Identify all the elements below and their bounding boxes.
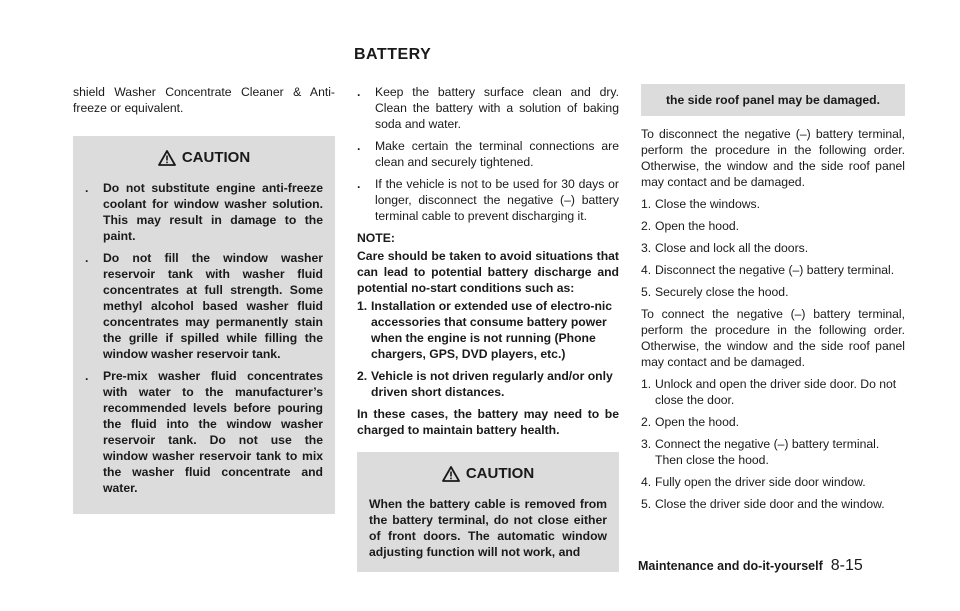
column-3 <box>641 84 905 518</box>
list-item-text: Keep the battery surface clean and dry. Clean the battery with a solution of baking soda and water. <box>375 85 619 131</box>
list-item <box>357 84 619 132</box>
caution-item <box>85 250 323 362</box>
bullet: . <box>85 369 89 383</box>
step-text: Close the windows. <box>655 197 760 211</box>
intro-text: shield Washer Concentrate Cleaner & Anti-freeze or equivalent. <box>73 85 335 115</box>
note-item-number: 1. <box>357 299 368 313</box>
step-text: Open the hood. <box>655 219 740 233</box>
step-number: 3. <box>641 437 652 451</box>
caution-continued: the side roof panel may be damaged. <box>641 84 905 116</box>
step-text: Disconnect the negative (–) battery terminal. <box>655 263 895 277</box>
warning-icon <box>158 150 176 166</box>
caution-heading <box>85 150 323 166</box>
step-number: 3. <box>641 241 652 255</box>
warning-icon <box>442 466 460 482</box>
disconnect-steps <box>641 196 905 300</box>
step-text: Securely close the hood. <box>655 285 789 299</box>
caution-item <box>85 368 323 496</box>
page-number: 8-15 <box>830 557 863 574</box>
list-item <box>357 138 619 170</box>
step-item <box>641 284 905 300</box>
step-item <box>641 376 905 408</box>
note-text: Care should be taken to avoid situations that can lead to potential battery discharge and potential no-start conditions such as: <box>357 249 619 295</box>
page-footer <box>638 557 863 575</box>
step-item <box>641 496 905 512</box>
bullet: . <box>357 139 361 153</box>
caution-box-1 <box>73 136 335 514</box>
step-text: Fully open the driver side door window. <box>655 475 866 489</box>
step-number: 1. <box>641 377 652 391</box>
disconnect-intro: To disconnect the negative (–) battery terminal, perform the procedure in the following order. Otherwise, the window and the side roof panel may contact and be damaged. <box>641 127 905 189</box>
step-item <box>641 436 905 468</box>
step-text: Close the driver side door and the window. <box>655 497 885 511</box>
caution-heading <box>369 466 607 482</box>
section-title: BATTERY <box>354 46 432 63</box>
list-item-text: If the vehicle is not to be used for 30 days or longer, disconnect the negative (–) battery terminal cable to prevent discharging it. <box>375 177 619 223</box>
note-item <box>357 368 619 400</box>
column-1 <box>73 84 335 514</box>
step-number: 4. <box>641 475 652 489</box>
caution-item-text: Do not fill the window washer reservoir tank with washer fluid concentrates at full strength. Some methyl alcohol based washer fluid concentrates may permanently stain the grille if spilled while filling the window washer reservoir tank. <box>103 251 323 361</box>
note-after: In these cases, the battery may need to be charged to maintain battery health. <box>357 407 619 437</box>
caution-item <box>85 180 323 244</box>
step-item <box>641 474 905 490</box>
note-label: NOTE: <box>357 231 395 245</box>
note-item <box>357 298 619 362</box>
column-2 <box>357 84 619 572</box>
step-number: 5. <box>641 497 652 511</box>
step-number: 2. <box>641 219 652 233</box>
caution-text: When the battery cable is removed from the battery terminal, do not close either of front doors. The automatic window adjusting function will not work, and <box>369 497 607 559</box>
caution-item-text: Do not substitute engine anti-freeze coolant for window washer solution. This may result in damage to the paint. <box>103 181 323 243</box>
bullet: . <box>357 177 361 191</box>
step-text: Close and lock all the doors. <box>655 241 809 255</box>
caution-label: CAUTION <box>181 149 251 166</box>
step-item <box>641 196 905 212</box>
step-number: 1. <box>641 197 652 211</box>
step-item <box>641 414 905 430</box>
step-item <box>641 218 905 234</box>
step-number: 5. <box>641 285 652 299</box>
list-item-text: Make certain the terminal connections are clean and securely tightened. <box>375 139 619 169</box>
step-item <box>641 262 905 278</box>
caution-box-2 <box>357 452 619 572</box>
step-number: 4. <box>641 263 652 277</box>
bullet: . <box>85 181 89 195</box>
bullet: . <box>357 85 361 99</box>
note-list <box>357 298 619 400</box>
step-item <box>641 240 905 256</box>
step-text: Open the hood. <box>655 415 740 429</box>
step-text: Connect the negative (–) battery terminal. Then close the hood. <box>655 437 880 467</box>
bullet: . <box>85 251 89 265</box>
note-item-number: 2. <box>357 369 368 383</box>
caution-label: CAUTION <box>465 465 535 482</box>
caution-list <box>85 180 323 496</box>
connect-intro: To connect the negative (–) battery terminal, perform the procedure in the following order. Otherwise, the window and the side roof panel may contact and be damaged. <box>641 307 905 369</box>
step-number: 2. <box>641 415 652 429</box>
list-item <box>357 176 619 224</box>
caution-item-text: Pre-mix washer fluid concentrates with water to the manufacturer’s recommended levels before pouring the fluid into the window washer reservoir tank. Do not use the window washer reservoir tank to mix the washer fluid concentrate and water. <box>103 369 323 495</box>
chapter-label: Maintenance and do-it-yourself <box>638 559 823 573</box>
connect-steps <box>641 376 905 512</box>
note-item-text: Installation or extended use of electro-nic accessories that consume battery power when the engine is not running (Phone chargers, GPS, DVD players, etc.) <box>371 299 613 361</box>
step-text: Unlock and open the driver side door. Do not close the door. <box>655 377 897 407</box>
note-item-text: Vehicle is not driven regularly and/or only driven short distances. <box>371 369 613 399</box>
battery-care-list <box>357 84 619 224</box>
